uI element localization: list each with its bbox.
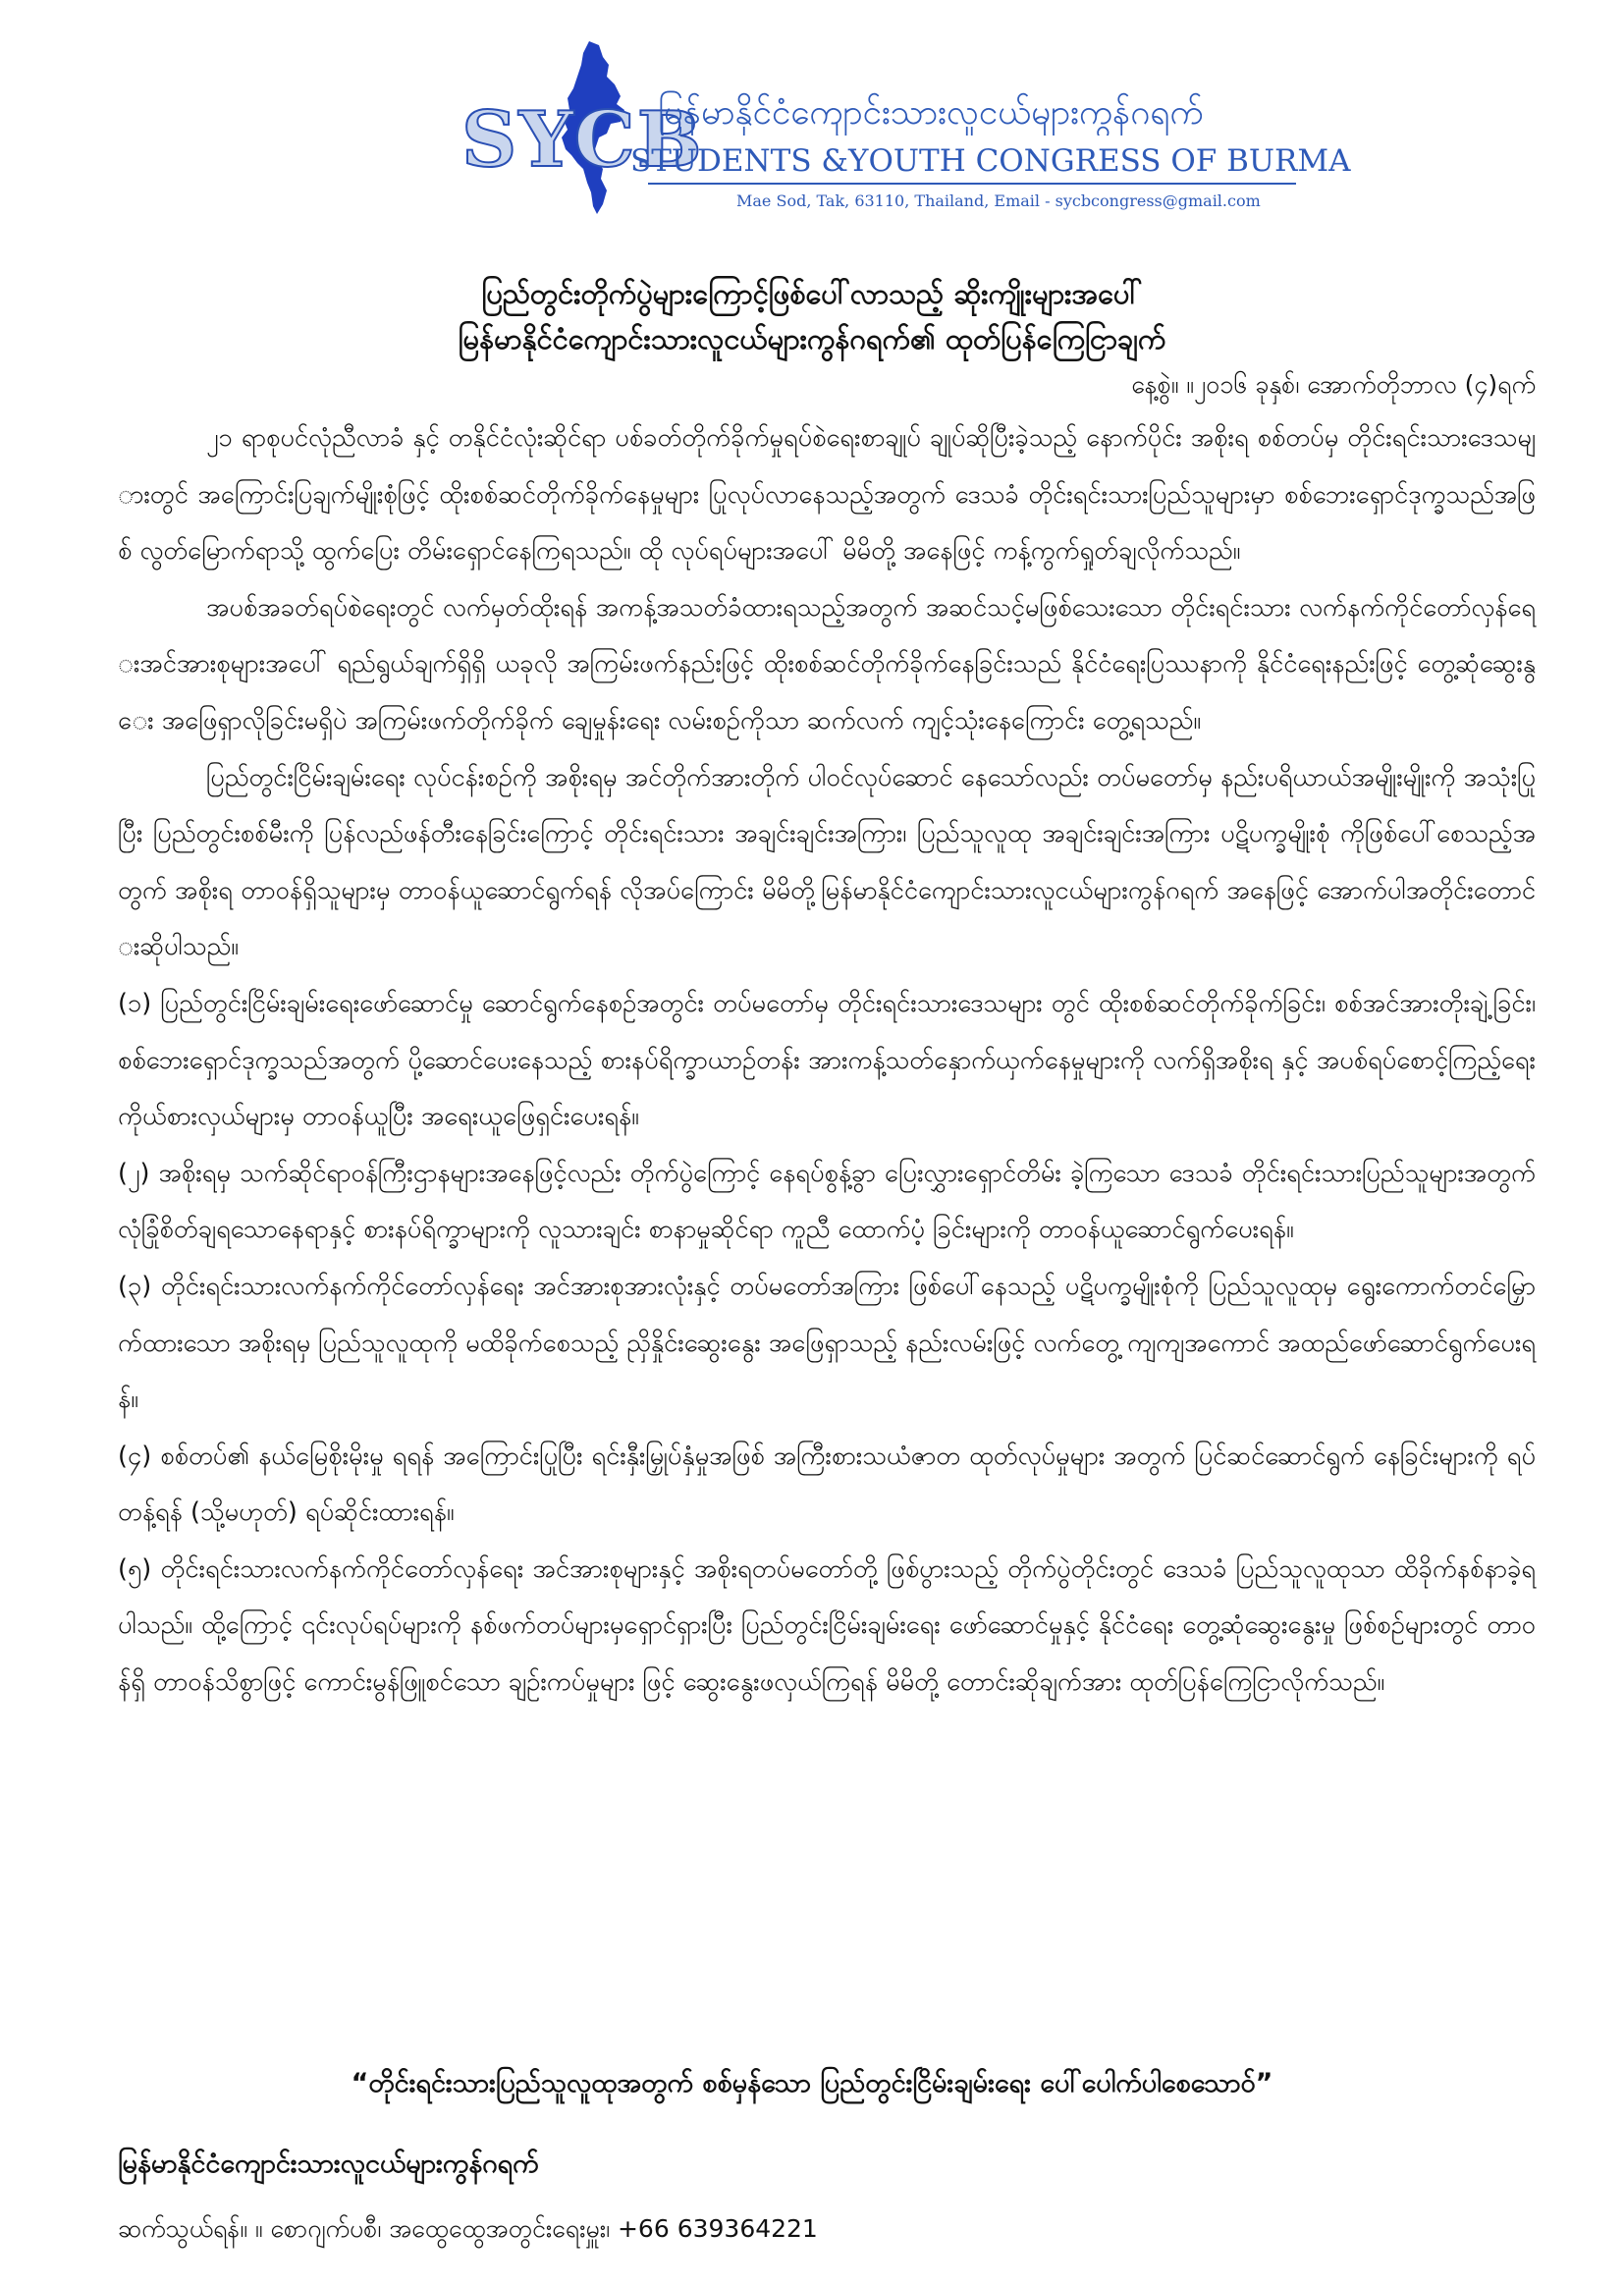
demand-5: (၅) တိုင်းရင်းသားလက်နက်ကိုင်တော်လှန်ရေး အင်အားစုများနှင့် အစိုးရတပ်မတော်တို့ ဖြစ်ပွားသည့် တိုက်ပွဲတိုင်းတွင် ဒေသခံ ပြည်သူလူထုသာ ထိခိုက်နစ်နာခဲ့ရပါသည်။ ထို့ကြောင့် ၎င်းလုပ်ရပ်များကို နစ်ဖက်တပ်များမှရှောင်ရှားပြီး ပြည်တွင်းငြိမ်းချမ်းရေး ဖော်ဆောင်မှုနှင့် နိုင်ငံရေး တွေ့ဆုံဆွေးနွေးမှု ဖြစ်စဉ်များတွင် တာဝန်ရှိ တာဝန်သိစွာဖြင့် ကောင်းမွန်ဖြူစင်သော ချဉ်းကပ်မှုများ ဖြင့် ဆွေးနွေးဖလှယ်ကြရန် မိမိတို့ တောင်းဆိုချက်အား ထုတ်ပြန်ကြေငြာလိုက်သည်။ <box>118 1553 1536 1698</box>
contact-line: ဆက်သွယ်ရန်။ ။ စောဂျက်ပစီ၊ အထွေထွေအတွင်းရေးမှူး၊ +66 639364221 <box>118 2214 818 2243</box>
demand-4: (၄) စစ်တပ်၏ နယ်မြေစိုးမိုးမှု ရရန် အကြောင်းပြုပြီး ရင်းနှီးမြှုပ်နှံမှုအဖြစ် အကြီးစားသယံဇာတ ထုတ်လုပ်မှုများ အတွက် ပြင်ဆင်ဆောင်ရွက် နေခြင်းများကို ရပ်တန့်ရန် (သို့မဟုတ်) ရပ်ဆိုင်းထားရန်။ <box>118 1441 1536 1528</box>
closing-slogan: “တိုင်းရင်းသားပြည်သူလူထုအတွက် စစ်မှန်သော ပြည်တွင်းငြိမ်းချမ်းရေး ပေါ်ပေါက်ပါစေသောဝ်” <box>351 2068 1273 2098</box>
date-line: နေ့စွဲ။ ။၂၀၁၆ ခုနှစ်၊ အောက်တိုဘာလ (၄)ရက် <box>1131 370 1536 399</box>
demand-3: (၃) တိုင်းရင်းသားလက်နက်ကိုင်တော်လှန်ရေး အင်အားစုအားလုံးနှင့် တပ်မတော်အကြား ဖြစ်ပေါ်နေသည့် ပဋိပက္ခမျိုးစုံကို ပြည်သူလူထုမှ ရွေးကောက်တင်မြှောက်ထားသော အစိုးရမှ ပြည်သူလူထုကို မထိခိုက်စေသည့် ညှိနှိုင်းဆွေးနွေး အဖြေရှာသည့် နည်းလမ်းဖြင့် လက်တွေ့ ကျကျအကောင် အထည်ဖော်ဆောင်ရွက်ပေးရန်။ <box>118 1271 1536 1415</box>
letterhead <box>461 39 1351 216</box>
paragraph-2: အပစ်အခတ်ရပ်စဲရေးတွင် လက်မှတ်ထိုးရန် အကန့်အသတ်ခံထားရသည့်အတွက် အဆင်သင့်မဖြစ်သေးသော တိုင်းရင်းသား လက်နက်ကိုင်တော်လှန်ရေးအင်အားစုများအပေါ် ရည်ရွယ်ချက်ရှိရှိ ယခုလို အကြမ်းဖက်နည်းဖြင့် ထိုးစစ်ဆင်တိုက်ခိုက်နေခြင်းသည် နိုင်ငံရေးပြဿနာကို နိုင်ငံရေးနည်းဖြင့် တွေ့ဆုံဆွေးနွေး အဖြေရှာလိုခြင်းမရှိပဲ အကြမ်းဖက်တိုက်ခိုက် ချေမှုန်းရေး လမ်းစဉ်ကိုသာ ဆက်လက် ကျင့်သုံးနေကြောင်း တွေ့ရသည်။ <box>118 592 1536 735</box>
sycb-logo: SYCB <box>461 95 704 185</box>
demand-1: (၁) ပြည်တွင်းငြိမ်းချမ်းရေးဖော်ဆောင်မှု ဆောင်ရွက်နေစဉ်အတွင်း တပ်မတော်မှ တိုင်းရင်းသားဒေသများ တွင် ထိုးစစ်ဆင်တိုက်ခိုက်ခြင်း၊ စစ်အင်အားတိုးချဲ့ခြင်း၊ စစ်ဘေးရှောင်ဒုက္ခသည်အတွက် ပို့ဆောင်ပေးနေသည့် စားနပ်ရိက္ခာယာဉ်တန်း အားကန့်သတ်နှောက်ယှက်နေမှုများကို လက်ရှိအစိုးရ နှင့် အပစ်ရပ်စောင့်ကြည့်ရေး ကိုယ်စားလှယ်များမှ တာဝန်ယူပြီး အရေးယူဖြေရှင်းပေးရန်။ <box>118 988 1536 1132</box>
org-name-burmese: မြန်မာနိုင်ငံကျောင်းသားလူငယ်များကွန်ဂရက် <box>658 93 1204 133</box>
title-line-2: မြန်မာနိုင်ငံကျောင်းသားလူငယ်များကွန်ဂရက်၏ ထုတ်ပြန်ကြေငြာချက် <box>458 322 1166 355</box>
org-address: Mae Sod, Tak, 63110, Thailand, Email - sycbcongress@gmail.com <box>736 191 1261 210</box>
statement-body <box>118 410 1536 1712</box>
demand-2: (၂) အစိုးရမှ သက်ဆိုင်ရာဝန်ကြီးဌာနများအနေဖြင့်လည်း တိုက်ပွဲကြောင့် နေရပ်စွန့်ခွာ ပြေးလွှားရှောင်တိမ်း ခဲ့ကြသော ဒေသခံ တိုင်းရင်းသားပြည်သူများအတွက် လုံခြုံစိတ်ချရသောနေရာနှင့် စားနပ်ရိက္ခာများကို လူသားချင်း စာနာမှုဆိုင်ရာ ကူညီ ထောက်ပံ့ ခြင်းများကို တာဝန်ယူဆောင်ရွက်ပေးရန်။ <box>118 1158 1536 1245</box>
letterhead-rule <box>648 183 1296 185</box>
org-name-english: STUDENTS &YOUTH CONGRESS OF BURMA <box>630 143 1351 179</box>
paragraph-3: ပြည်တွင်းငြိမ်းချမ်းရေး လုပ်ငန်းစဉ်ကို အစိုးရမှ အင်တိုက်အားတိုက် ပါဝင်လုပ်ဆောင် နေသော်လည်း တပ်မတော်မှ နည်းပရိယာယ်အမျိုးမျိုးကို အသုံးပြုပြီး ပြည်တွင်းစစ်မီးကို ပြန်လည်ဖန်တီးနေခြင်းကြောင့် တိုင်းရင်းသား အချင်းချင်းအကြား၊ ပြည်သူလူထု အချင်းချင်းအကြား ပဋိပက္ခမျိုးစုံ ကိုဖြစ်ပေါ်စေသည့်အတွက် အစိုးရ တာဝန်ရှိသူများမှ တာဝန်ယူဆောင်ရွက်ရန် လိုအပ်ကြောင်း မိမိတို့မြန်မာနိုင်ငံကျောင်းသားလူငယ်များကွန်ဂရက် အနေဖြင့် အောက်ပါအတိုင်းတောင်းဆိုပါသည်။ <box>118 762 1536 962</box>
paragraph-1: ၂၁ ရာစုပင်လုံညီလာခံ နှင့် တနိုင်ငံလုံးဆိုင်ရာ ပစ်ခတ်တိုက်ခိုက်မှုရပ်စဲရေးစာချုပ် ချုပ်ဆိုပြီးခဲ့သည့် နောက်ပိုင်း အစိုးရ စစ်တပ်မှ တိုင်းရင်းသားဒေသများတွင် အကြောင်းပြချက်မျိုးစုံဖြင့် ထိုးစစ်ဆင်တိုက်ခိုက်နေမှုများ ပြုလုပ်လာနေသည့်အတွက် ဒေသခံ တိုင်းရင်းသားပြည်သူများမှာ စစ်ဘေးရှောင်ဒုက္ခသည်အဖြစ် လွတ်မြောက်ရာသို့ ထွက်ပြေး တိမ်းရှောင်နေကြရသည်။ ထို လုပ်ရပ်များအပေါ် မိမိတို့ အနေဖြင့် ကန့်ကွက်ရှုတ်ချလိုက်သည်။ <box>118 423 1536 567</box>
signature-org: မြန်မာနိုင်ငံကျောင်းသားလူငယ်များကွန်ဂရက် <box>118 2149 539 2179</box>
title-line-1: ပြည်တွင်းတိုက်ပွဲများကြောင့်ဖြစ်ပေါ်လာသည့် ဆိုးကျိုးများအပေါ် <box>481 277 1143 310</box>
